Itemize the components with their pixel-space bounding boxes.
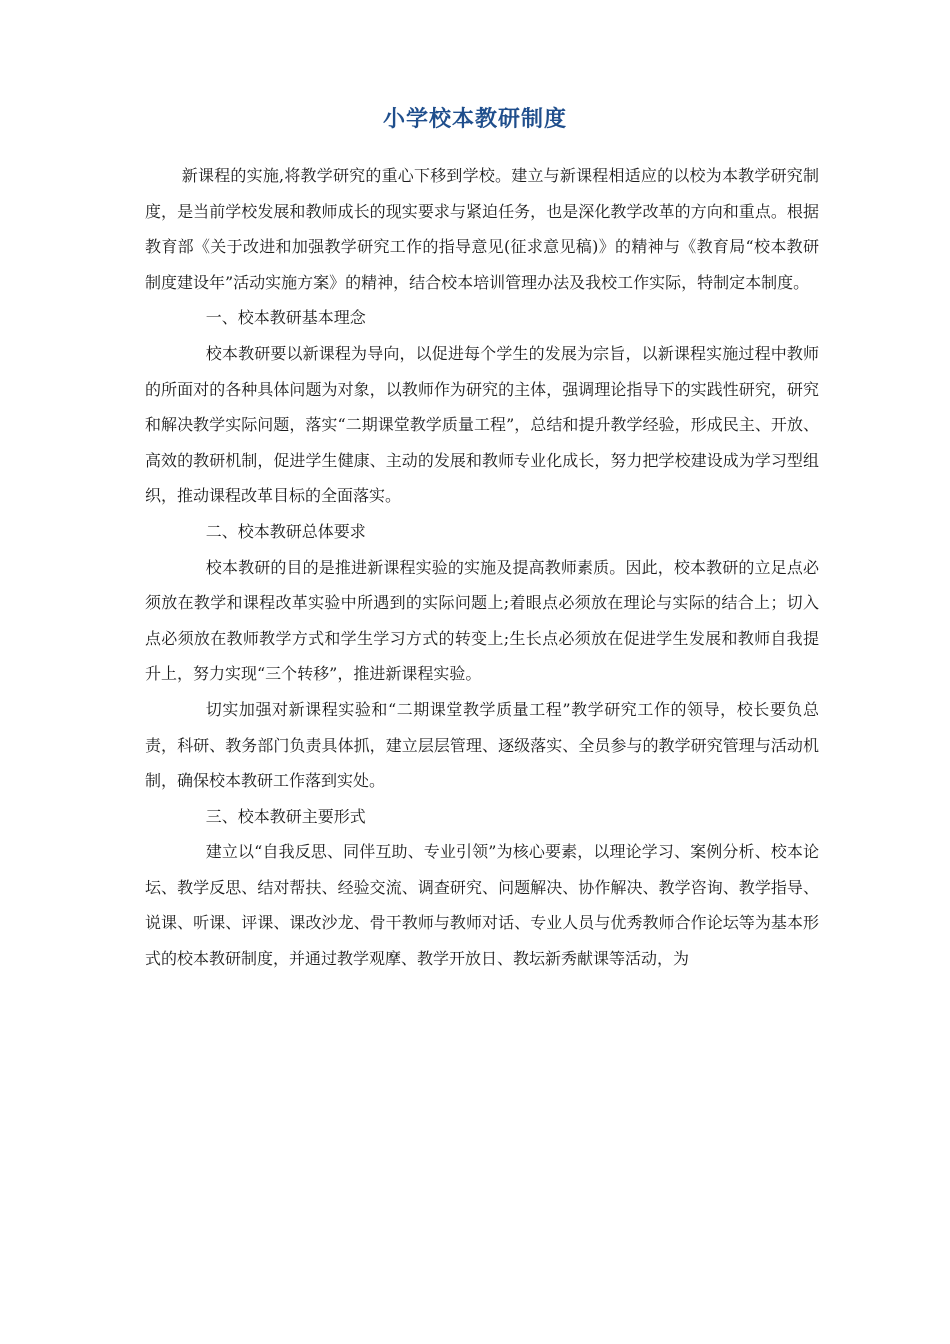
section-heading-3: 三、校本教研主要形式 <box>205 806 366 826</box>
document-body <box>145 158 819 977</box>
section-1-paragraph: 校本教研要以新课程为导向，以促进每个学生的发展为宗旨，以新课程实施过程中教师的所面对的各种具体问题为对象，以教师作为研究的主体，强调理论指导下的实践性研究，研究和解决教学实际问题，落实“二期课堂教学质量工程”，总结和提升教学经验，形成民主、开放、高效的教研机制，促进学生健康、主动的发展和教师专业化成长，努力把学校建设成为学习型组织，推动课程改革目标的全面落实。 <box>145 343 819 506</box>
section-heading-1: 一、校本教研基本理念 <box>205 308 366 328</box>
document-title: 小学校本教研制度 <box>382 106 567 132</box>
section-3-paragraph: 建立以“自我反思、同伴互助、专业引领”为核心要素，以理论学习、案例分析、校本论坛、教学反思、结对帮扶、经验交流、调查研究、问题解决、协作解决、教学咨询、教学指导、说课、听课、评课、课改沙龙、骨干教师与教师对话、专业人员与优秀教师合作论坛等为基本形式的校本教研制度，并通过教学观摩、教学开放日、教坛新秀献课等活动，为 <box>145 842 819 969</box>
intro-paragraph: 新课程的实施,将教学研究的重心下移到学校。建立与新课程相适应的以校为本教学研究制度，是当前学校发展和教师成长的现实要求与紧迫任务，也是深化教学改革的方向和重点。根据教育部《关于改进和加强教学研究工作的指导意见(征求意见稿)》的精神与《教育局“校本教研制度建设年”活动实施方案》的精神，结合校本培训管理办法及我校工作实际，特制定本制度。 <box>145 166 819 292</box>
section-2-paragraph-1: 校本教研的目的是推进新课程实验的实施及提高教师素质。因此，校本教研的立足点必须放在教学和课程改革实验中所遇到的实际问题上;着眼点必须放在理论与实际的结合上；切入点必须放在教师教学方式和学生学习方式的转变上;生长点必须放在促进学生发展和教师自我提升上，努力实现“三个转移”，推进新课程实验。 <box>145 557 819 684</box>
section-2-paragraph-2: 切实加强对新课程实验和“二期课堂教学质量工程”教学研究工作的领导，校长要负总责，科研、教务部门负责具体抓，建立层层管理、逐级落实、全员参与的教学研究管理与活动机制，确保校本教研工作落到实处。 <box>145 699 819 791</box>
section-heading-2: 二、校本教研总体要求 <box>205 521 366 541</box>
